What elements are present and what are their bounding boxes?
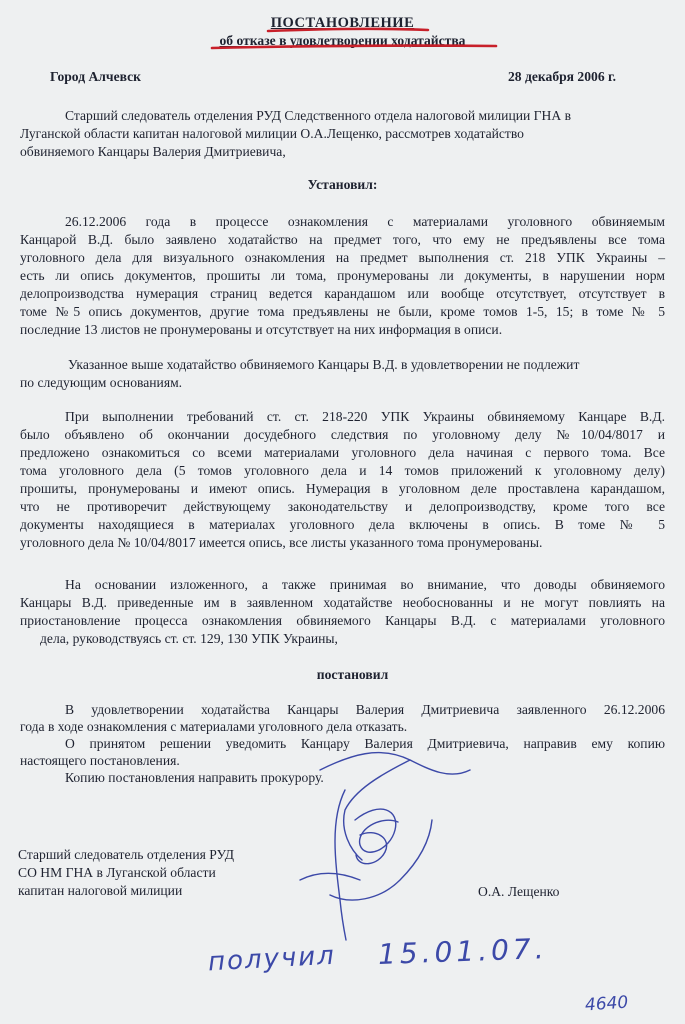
document-date: 28 декабря 2006 г. (508, 69, 617, 84)
paragraph-2: Указанное выше ходатайство обвиняемого Канцары В.Д. в удовлетворении не подлежит по следующим основаниям. (20, 357, 580, 390)
city: Город Алчевск (50, 69, 142, 84)
intro-paragraph: Старший следователь отделения РУД Следственного отдела налоговой милиции ГНА в Луганской области капитан налоговой милиции О.А.Лещенко, рассмотрев ходатайство обвиняемого Канцары Валерия Дмитриевича, (20, 108, 571, 159)
handwritten-date: 15.01.07. (377, 932, 549, 971)
resolution-paragraph: В удовлетворении ходатайства Канцары Валерия Дмитриевича заявленного 26.12.2006 года в ходе ознакомления с материалами уголовного дела отказать. О принятом решении уведомить Канцару Валерия Дмитриевича, направив ему копию настоящего постановления. Копию постановления направить прокурору. (20, 702, 665, 785)
heading-established: Установил: (307, 177, 378, 192)
paragraph-1: 26.12.2006 года в процессе ознакомления с материалами уголовного обвиняемым Канцарой В.Д. было заявлено ходатайство на предмет того, что ему не предъявлены все тома уголовного дела для визуального ознакомления на предмет выполнения ст. 218 УПК Украины – есть ли опись документов, прошиты ли тома, пронумерованы ли документы, в нарушении норм делопроизводства нумерация страниц ведется карандашом или вообще отсутствует, отсутствует в томе №5 опись документов, другие тома предъявлены не были, кроме томов 1-5, 15; в томе № 5 последние 13 листов не пронумерованы и отсутствует на них информация в описи. (20, 214, 665, 337)
document-subtitle: об отказе в удовлетворении ходатайства (219, 33, 466, 48)
handwritten-received: получил (207, 940, 337, 978)
paragraph-4: На основании изложенного, а также принимая во внимание, что доводы обвиняемого Канцары В.Д. приведенные им в заявленном ходатайстве необоснованны и не могут повлиять на приостановление процесса ознакомления обвиняемого Канцары В.Д. с материалами уголовного дела, руководствуясь ст. ст. 129, 130 УПК Украины, (20, 577, 665, 646)
page-number: 4640 (584, 992, 629, 1016)
signatory-name: О.А. Лещенко (478, 884, 560, 899)
heading-resolved: постановил (316, 667, 389, 682)
paragraph-3: При выполнении требований ст. ст. 218-220 УПК Украины обвиняемому Канцаре В.Д. было объявлено об окончании досудебного следствия по уголовному делу №10/04/8017 и предложено ознакомиться со всеми материалами уголовного дела начиная с первого тома. Все тома уголовного дела (5 томов уголовного дела и 14 томов приложений к уголовному делу) прошиты, пронумерованы и имеют опись. Нумерация в уголовном деле проставлена карандашом, что не противоречит действующему законодательству и делопроизводству, кроме того все документы находящиеся в материалах уголовного дела включены в опись. В томе № 5 уголовного дела № 10/04/8017 имеется опись, все листы указанного тома пронумерованы. (20, 409, 665, 550)
document-title: ПОСТАНОВЛЕНИЕ (270, 15, 415, 31)
signatory-block: Старший следователь отделения РУД СО НМ ГНА в Луганской области капитан налоговой милиции (18, 847, 234, 898)
